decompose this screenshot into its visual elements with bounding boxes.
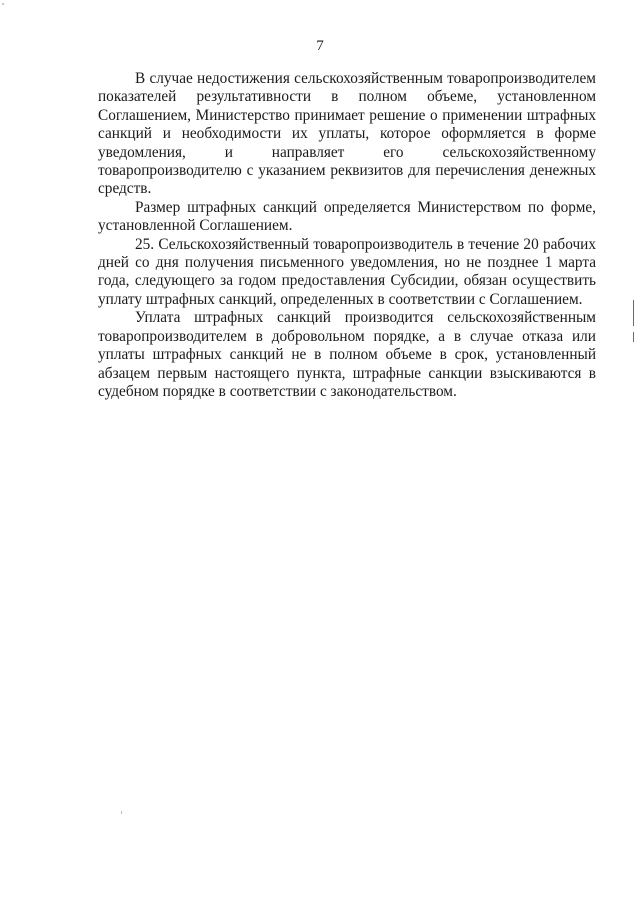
scan-artifact-dot <box>2 3 4 5</box>
page-number: 7 <box>316 38 324 54</box>
scan-artifact-dot <box>121 811 122 814</box>
paragraph-penalty-payment: Уплата штрафных санкций производится сельскохозяйственным товаропроизводителем в добровольном порядке, а в случае отказа или уплаты штрафных санкций не в полном объеме в срок, установленный абзацем первым настоящего пункта, штрафные санкции взыскиваются в судебном порядке в соответствии с законодательством. <box>98 309 596 400</box>
document-body <box>98 70 596 401</box>
scan-artifact-edge-mark <box>633 332 634 342</box>
paragraph-clause-25: 25. Сельскохозяйственный товаропроизводитель в течение 20 рабочих дней со дня получения письменного уведомления, но не позднее 1 марта года, следующего за годом предоставления Субсидии, обязан осуществить уплату штрафных санкций, определенных в соответствии с Соглашением. <box>98 235 596 308</box>
paragraph-penalty-decision: В случае недостижения сельскохозяйственным товаропроизводителем показателей результативности в полном объеме, установленном Соглашением, Министерство принимает решение о применении штрафных санкций и необходимости их уплаты, которое оформляется в форме уведомления, и направляет его сельскохозяйственному товаропроизводителю с указанием реквизитов для перечисления денежных средств. <box>98 70 596 198</box>
paragraph-penalty-amount: Размер штрафных санкций определяется Министерством по форме, установленной Соглашением. <box>98 198 596 235</box>
scan-artifact-edge-mark <box>633 300 634 326</box>
